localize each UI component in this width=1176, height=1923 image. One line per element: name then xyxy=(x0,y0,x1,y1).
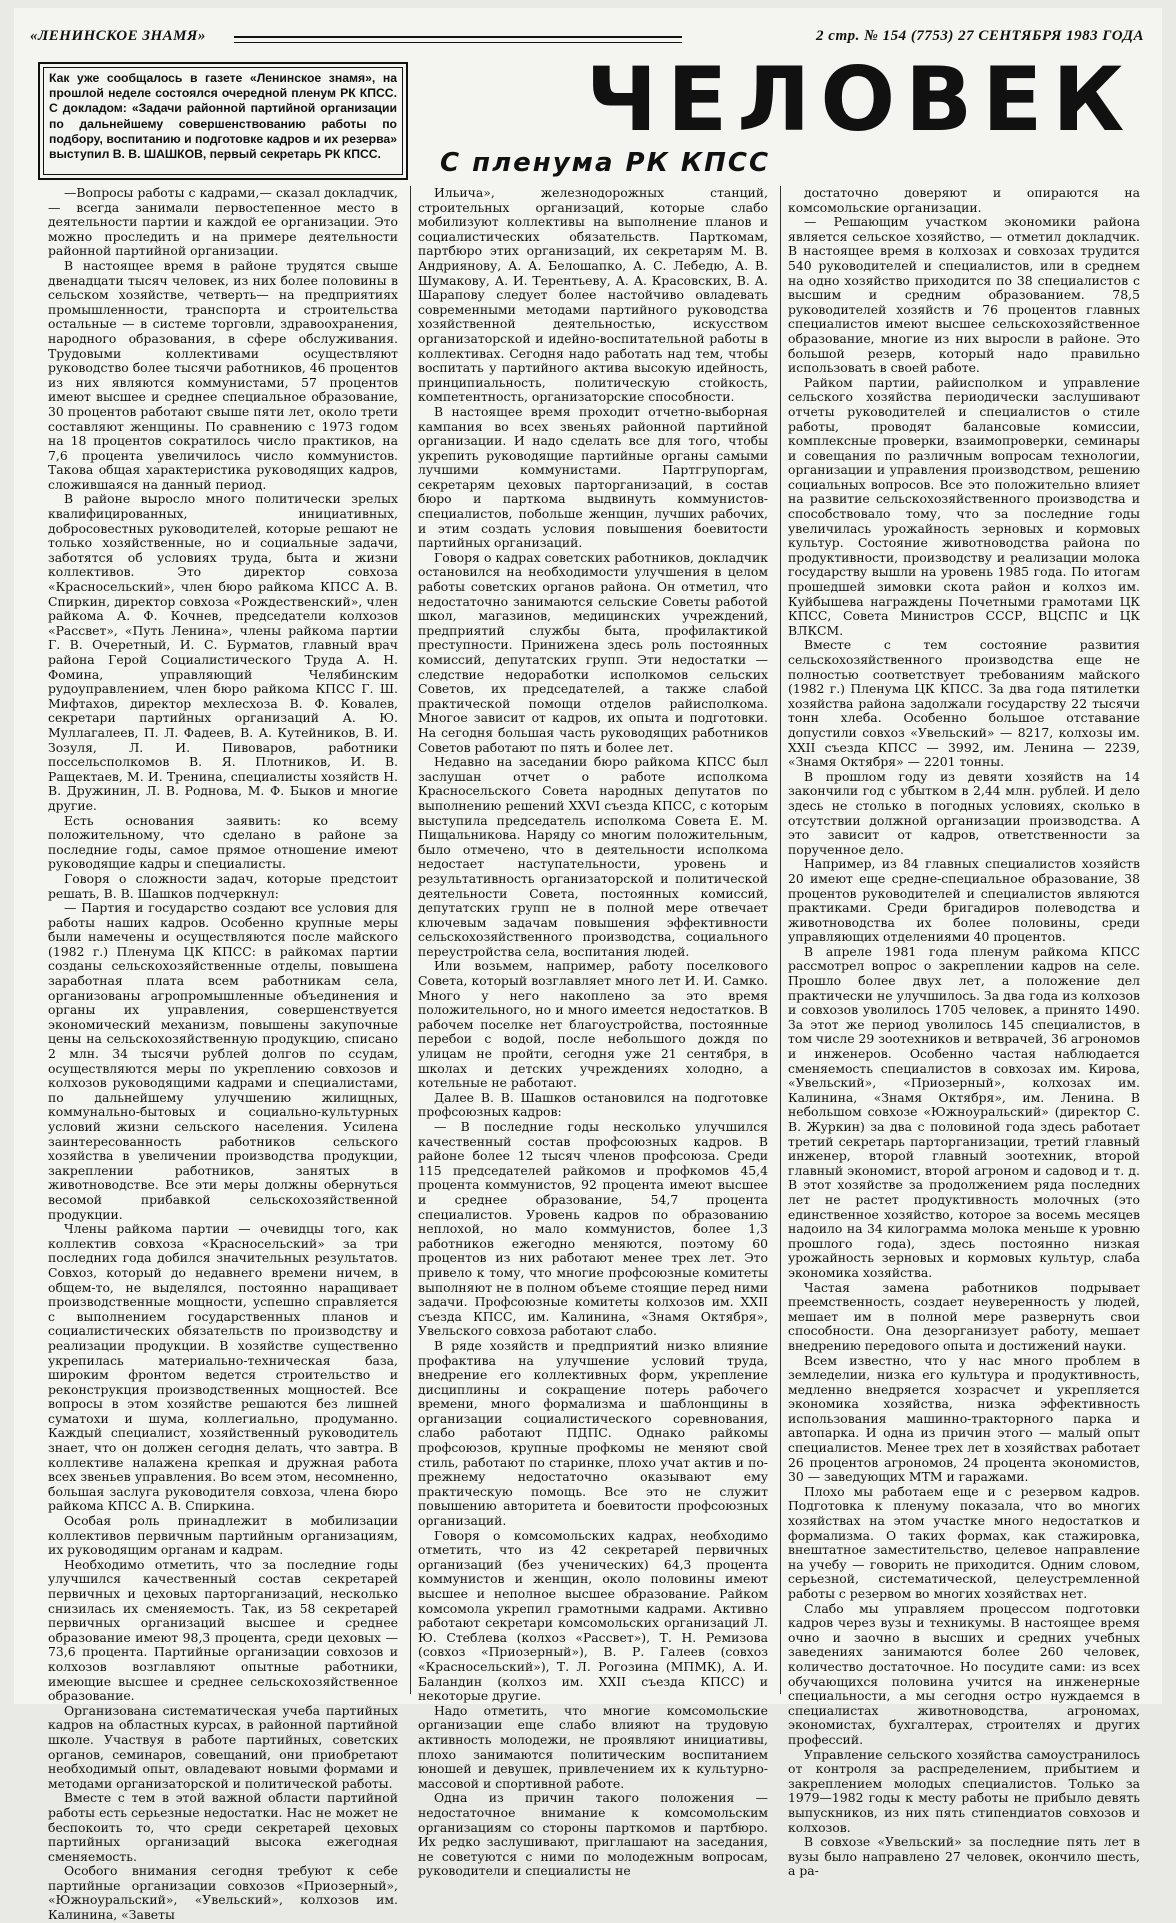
column-1 xyxy=(48,185,398,1923)
column-2 xyxy=(418,185,768,1879)
article-body xyxy=(48,185,1152,1923)
intro-box xyxy=(38,62,408,180)
article-paragraph: В районе выросло много политически зрелых квалифицированных, инициативных, добросовестных руководителей, которые решают не только хозяйственные, но и социальные задачи, заботятся об условиях труда, быта и жизни коллективов. Это директор совхоза «Красносельский», член бюро райкома КПСС А. В. Спиркин, директор совхоза «Рождественский», член райкома А. Ф. Кочнев, председатели колхозов «Рассвет», «Путь Ленина», члены райкома партии Г. В. Очеретный, И. С. Бурматов, главный врач района Герой Социалистического Труда А. Н. Фомина, управляющий Челябинским рудоуправлением, член бюро райкома КПСС Г. Ш. Мифтахов, директор мехлесхоза В. Ф. Ковалев, секретари партийных организаций А. Ю. Муллагалеев, П. Л. Фадеев, В. А. Кутейников, В. И. Зозуля, Л. И. Пивоваров, работники поссельсполкомов В. Я. Плотников, И. В. Ращектаев, М. И. Тренина, специалисты хозяйств Н. В. Дружинин, Л. В. Роднова, М. Ф. Быков и многие другие. xyxy=(48,491,398,813)
article-paragraph: Члены райкома партии — очевидцы того, как коллектив совхоза «Красносельский» за три последних года добился значительных результатов. Совхоз, который до недавнего времени ничем, в общем-то, не выделялся, постоянно наращивает производственные мощности, успешно справляется с выполнением государственных планов и социалистических обязательств по производству и реализации продукции. В хозяйстве существенно укрепилась материально-техническая база, широким фронтом ведется строительство и реконструкция производственных мощностей. Все вопросы в этом хозяйстве решаются без лишней суматохи и шума, коллегиально, продуманно. Каждый специалист, хозяйственный руководитель знает, что он должен сегодня делать, что завтра. В коллективе налажена крепкая и дружная работа всех звеньев управления. Во всем этом, несомненно, большая заслуга руководителя совхоза, члена бюро райкома КПСС А. В. Спиркина. xyxy=(48,1221,398,1514)
article-paragraph: В совхозе «Увельский» за последние пять лет в вузы было направлено 27 человек, окончило шесть, а ра- xyxy=(788,1834,1140,1879)
article-paragraph: Частая замена работников подрывает преемственность, создает неуверенность у людей, мешает им в полной мере развернуть свои способности. Она дезорганизует работу, мешает внедрению передового опыта и достижений науки. xyxy=(788,1279,1140,1353)
issue-line: 2 стр. № 154 (7753) 27 СЕНТЯБРЯ 1983 ГОДА xyxy=(816,28,1144,44)
article-paragraph: Далее В. В. Шашков остановился на подготовке профсоюзных кадров: xyxy=(418,1089,768,1120)
article-paragraph: В настоящее время проходит отчетно-выборная кампания во всех звеньях районной партийной организации. И надо сделать все для того, чтобы укрепить руководящие партийные органы самыми лучшими коммунистами. Партгрупоргам, секретарям цеховых парторганизаций, в состав бюро и парткома выдвинуть коммунистов-специалистов, побольше женщин, лучших рабочих, и этим создать условия повышения боевитости партийных организаций. xyxy=(418,403,768,551)
article-paragraph: Например, из 84 главных специалистов хозяйств 20 имеют еще средне-специальное образование, 38 процентов руководителей и специалистов являются практиками. Среди бригадиров полеводства и животноводства их более половины, среди управляющих отделениями 40 процентов. xyxy=(788,856,1140,945)
article-paragraph: Говоря о комсомольских кадрах, необходимо отметить, что из 42 секретарей первичных организаций (без ученических) 64,3 процента коммунистов и женщин, около половины имеют высшее и неполное высшее образование. Райком комсомола укрепил грамотными кадрами. Активно работают секретари комсомольских организаций Л. Ю. Стеблева (колхоз «Рассвет»), Т. Н. Ремизова (совхоз «Приозерный»), В. Р. Галеев (совхоз «Красносельский»), Т. Л. Рогозина (МПМК), А. И. Баландин (колхоз им. XXII съезда КПСС) и некоторые другие. xyxy=(418,1527,768,1704)
article-paragraph: Недавно на заседании бюро райкома КПСС был заслушан отчет о работе исполкома Красносельского Совета народных депутатов по выполнению решений XXVI съезда КПСС, с которым выступила председатель исполкома Совета Е. М. Пищальникова. Наряду со многим положительным, было отмечено, что в деятельности исполкома недостает наступательности, уровень и результативность организаторской и политической деятельности Совета, постоянных комиссий, депутатских групп не в полной мере отвечает ключевым задачам повышения эффективности сельскохозяйственного производства, социального переустройства села, воспитания людей. xyxy=(418,754,768,959)
article-paragraph: Особого внимания сегодня требуют к себе партийные организации совхозов «Приозерный», «Южноуральский», «Увельский», колхозов им. Калинина, «Заветы xyxy=(48,1863,398,1923)
article-paragraph: Вместе с тем состояние развития сельскохозяйственного производства еще не полностью соответствует требованиям майского (1982 г.) Пленума ЦК КПСС. За два года пятилетки хозяйства района задолжали государству 22 тысячи тонн хлеба. Особенно большое отставание допустили совхоз «Увельский» — 8217, колхозы им. XXII съезда КПСС — 3992, им. Ленина — 2239, «Знамя Октября» — 2201 тонны. xyxy=(788,637,1140,770)
article-paragraph: Необходимо отметить, что за последние годы улучшился качественный состав секретарей первичных и цеховых парторганизаций, несколько снизилась их сменяемость. Так, из 58 секретарей первичных организаций высшее и среднее образование имеют 98,3 процента, среди цеховых — 73,6 процента. Партийные организации совхозов и колхозов возглавляют опытные работники, имеющие высшее и среднее сельскохозяйственное образование. xyxy=(48,1556,398,1704)
article-paragraph: достаточно доверяют и опираются на комсомольские организации. xyxy=(788,185,1140,215)
article-paragraph: —Вопросы работы с кадрами,— сказал докладчик,— всегда занимали первостепенное место в деятельности партии и каждой ее организации. Это можно проследить и на примере деятельности районной партийной организации. xyxy=(48,185,398,259)
article-paragraph: Особая роль принадлежит в мобилизации коллективов первичным партийным организациям, их руководящим органам и кадрам. xyxy=(48,1513,398,1558)
masthead-rule xyxy=(234,36,682,43)
article-paragraph: Говоря о сложности задач, которые предстоит решать, В. В. Шашков подчеркнул: xyxy=(48,870,398,901)
article-paragraph: Управление сельского хозяйства самоустранилось от контроля за распределением, прибытием и закреплением молодых специалистов. Только за 1979—1982 годы к месту работы не прибыло девять выпускников, из них пять стипендиатов совхозов и колхозов. xyxy=(788,1746,1140,1835)
article-paragraph: — Решающим участком экономики района является сельское хозяйство, — отметил докладчик. В настоящее время в колхозах и совхозах трудится 540 руководителей и специалистов, или в среднем на одно хозяйство приходится по 38 специалистов с высшим и средним образованием. 78,5 руководителей хозяйств и 76 процентов главных специалистов имеют высшее сельскохозяйственное образование, многие из них выросли в районе. Это большой резерв, который надо правильно использовать в своей работе. xyxy=(788,214,1140,376)
article-paragraph: — В последние годы несколько улучшился качественный состав профсоюзных кадров. В районе более 12 тысяч членов профсоюза. Среди 115 председателей райкомов и профкомов 45,4 процента коммунистов, 92 процента имеют высшее и среднее образование, 54,7 процента специалистов. Уровень кадров по образованию неплохой, но мало коммунистов, более 1,3 работников ежегодно меняются, поэтому 60 процентов из них работают менее трех лет. Это привело к тому, что многие профсоюзные комитеты выполняют не в полном объеме стоящие перед ними задачи. Профсоюзные комитеты колхозов им. XXII съезда КПСС, им. Калинина, «Знамя Октября», Увельского совхоза работают слабо. xyxy=(418,1119,768,1339)
article-paragraph: Ильича», железнодорожных станций, строительных организаций, которые слабо мобилизуют коллективы на выполнение планов и социалистических обязательств. Парткомам, партбюро этих организаций, их секретарям М. В. Андриянову, А. А. Белошапко, А. С. Лебедю, А. В. Шумакову, А. И. Терентьеву, А. А. Красовских, В. А. Шарапову следует более настойчиво овладевать современными методами партийного руководства хозяйственной деятельностью, искусством организаторской и идейно-воспитательной работы в коллективах. Сегодня надо работать над тем, чтобы воспитать у партийного актива высокую идейность, принципиальность, политическую стойкость, компетентность, организаторские способности. xyxy=(418,185,768,405)
intro-text: Как уже сообщалось в газете «Ленинское знамя», на прошлой неделе состоялся очередной пленум РК КПСС. С докладом: «Задачи районной партийной организации по дальнейшему совершенствованию работы по подбору, воспитанию и подготовке кадров и их резерва» выступил В. В. ШАШКОВ, первый секретарь РК КПСС. xyxy=(49,71,397,162)
headline: ЧЕЛОВЕК xyxy=(586,48,1135,151)
article-paragraph: В ряде хозяйств и предприятий низко влияние профактива на улучшение условий труда, внедрение его коллективных форм, укрепление дисциплины и сокращение потерь рабочего времени, много формализма и шаблонщины в организации социалистического соревнования, слабо работают ПДПС. Однако райкомы профсоюзов, крупные профкомы не меняют свой стиль, работают по старинке, плохо учат актив и по-прежнему недостаточно оказывают ему практическую помощь. Все это не служит повышению авторитета и боевитости профсоюзных организаций. xyxy=(418,1337,768,1529)
article-paragraph: — Партия и государство создают все условия для работы наших кадров. Особенно крупные меры были намечены и осуществляются после майского (1982 г.) Пленума ЦК КПСС: в райкомах партии созданы сельскохозяйственные отделы, повышена заработная плата всем работникам села, организованы агропромышленные объединения и органы их управления, совершенствуется экономический механизм, повышены закупочные цены на сельскохозяйственную продукцию, списано 2 млн. 34 тысячи рублей долгов по ссудам, осуществляются меры по укреплению совхозов и колхозов руководящими кадрами и специалистами, по дальнейшему улучшению жилищных, коммунально-бытовых и социально-культурных условий жизни сельского населения. Усилена заинтересованность работников сельского хозяйства в увеличении производства продукции, закреплении работников, занятых в животноводстве. Все эти меры должны обернуться весомой прибавкой сельскохозяйственной продукции. xyxy=(48,900,398,1222)
column-3 xyxy=(788,185,1140,1879)
article-paragraph: В настоящее время в районе трудятся свыше двенадцати тысяч человек, из них более половины в сельском хозяйстве, четверть— на предприятиях промышленности, транспорта и строительства остальные — в системе торговли, здравоохранения, народного образования, в сфере обслуживания. Трудовыми коллективами осуществляют руководство более тысячи работников, 46 процентов из них являются коммунистами, 57 процентов имеют высшее и среднее специальное образование, 30 процентов работают свыше пяти лет, около трети составляют женщины. По сравнению с 1973 годом на 18 процентов сократилось число практиков, на 7,6 процента увеличилось число коммунистов. Такова общая характеристика руководящих кадров, сложившаяся на данный период. xyxy=(48,257,398,492)
paper-name: «ЛЕНИНСКОЕ ЗНАМЯ» xyxy=(30,28,206,44)
article-paragraph: Райком партии, райисполком и управление сельского хозяйства периодически заслушивают отчеты руководителей и специалистов о стиле работы, проводят балансовые комиссии, комплексные проверки, взаимопроверки, семинары и совещания по различным вопросам технологии, организации и управления производством, решению социальных вопросов. Все это положительно влияет на развитие сельскохозяйственного производства и способствовало тому, что за последние годы увеличилась урожайность зерновых и кормовых культур. Состояние животноводства района по продуктивности, производству и реализации молока государству вышли на уровень 1985 года. По итогам прошедшей зимовки скота район и колхоз им. Куйбышева награждены Почетными грамотами ЦК КПСС, Совета Министров СССР, ВЦСПС и ЦК ВЛКСМ. xyxy=(788,374,1140,638)
article-paragraph: Плохо мы работаем еще и с резервом кадров. Подготовка к пленуму показала, что во многих хозяйствах на этом участке много недостатков и формализма. О таких формах, как стажировка, внештатное заместительство, целевое направление на учебу — говорить не приходится. Одним словом, серьезной, систематической, целеустремленной работы с резервом во многих хозяйствах нет. xyxy=(788,1483,1140,1601)
newspaper-page xyxy=(14,8,1162,1923)
article-paragraph: Есть основания заявить: ко всему положительному, что сделано в районе за последние годы, самое прямое отношение имеют руководящие кадры и специалисты. xyxy=(48,812,398,872)
article-paragraph: Одна из причин такого положения — недостаточное внимание к комсомольским организациям со стороны парткомов и партбюро. Их редко заслушивают, приглашают на заседания, не советуются с ними по молодежным вопросам, руководители и специалисты не xyxy=(418,1790,768,1879)
masthead xyxy=(24,22,1152,44)
article-paragraph: Вместе с тем в этой важной области партийной работы есть серьезные недостатки. Нас не может не беспокоить то, что среди секретарей цеховых партийных организаций высока ежегодная сменяемость. xyxy=(48,1790,398,1864)
article-paragraph: В апреле 1981 года пленум райкома КПСС рассмотрел вопрос о закреплении кадров на селе. Прошло более двух лет, а положение дел практически не улучшилось. За два года из колхозов и совхозов уволилось 1705 человек, а принято 1490. За этот же период уволилось 145 специалистов, в том числе 29 зоотехников и ветврачей, 36 агрономов и инженеров. Особенно частая наблюдается сменяемость специалистов в совхозах им. Кирова, «Увельский», «Приозерный», колхозах им. Калинина, «Знамя Октября», им. Ленина. В небольшом совхозе «Южноуральский» (директор С. В. Журкин) за два с половиной года здесь работает третий секретарь парторганизации, третий главный инженер, второй главный зоотехник, второй главный экономист, второй агроном и садовод и т. д. В этот хозяйстве за продолжением ряда последних лет не растет продуктивность молочных (это единственное хозяйство, которое за восемь месяцев надоило на 34 килограмма молока меньше к уровню прошлого года), здесь постоянно низкая урожайность зерновых и кормовых культур, слаба экономика хозяйства. xyxy=(788,943,1140,1280)
article-paragraph: Организована систематическая учеба партийных кадров на областных курсах, в районной партийной школе. Участвуя в работе партийных, советских органов, семинаров, совещаний, они приобретают необходимый опыт, овладевают новыми формами и методами организаторской и политической работы. xyxy=(48,1702,398,1791)
article-paragraph: Говоря о кадрах советских работников, докладчик остановился на необходимости улучшения в целом работы советских органов района. Он отметил, что недостаточно занимаются сельские Советы работой школ, магазинов, медицинских учреждений, предприятий службы быта, профилактикой преступности. Принижена здесь роль постоянных комиссий, депутатских групп. Эти недостатки — следствие недоработки исполкомов сельских Советов, их председателей, а также слабой практической помощи отделов райисполкома. Многое зависит от кадров, их опыта и подготовки. На сегодня большая часть руководящих работников Советов работают по пять и более лет. xyxy=(418,549,768,755)
article-paragraph: Слабо мы управляем процессом подготовки кадров через вузы и техникумы. В настоящее время очно и заочно в высших и средних учебных заведениях занимаются более 260 человек, количество достаточное. Но посудите сами: из всех обучающихся половина учится на инженерные специальности, а мы сегодня остро нуждаемся в специалистах животноводства, агрономах, экономистах, бухгалтерах, строителях и других профессий. xyxy=(788,1600,1140,1747)
article-paragraph: Или возьмем, например, работу поселкового Совета, который возглавляет много лет И. И. Самко. Много у него накоплено за это время положительного, но и много имеется недостатков. В рабочем поселке нет благоустройства, постоянные перебои с водой, после небольшого дождя по улицам не пройти, сегодня уже 21 сентября, в школах и детских учреждениях холодно, а котельные не работают. xyxy=(418,958,768,1091)
article-paragraph: В прошлом году из девяти хозяйств на 14 закончили год с убытком в 2,44 млн. рублей. И дело здесь не столько в погодных условиях, сколько в отсутствии должной организации производства. А это зависит от кадров, ответственности за порученное дело. xyxy=(788,768,1140,857)
article-paragraph: Всем известно, что у нас много проблем в земледелии, низка его культура и продуктивность, медленно внедряется хозрасчет и укрепляется экономика хозяйства, низка эффективность использования машинно-тракторного парка и автопарка. И одна из причин этого — малый опыт специалистов. Менее трех лет в хозяйствах работает 26 процентов агрономов, 24 процента экономистов, 30 — заведующих МТМ и гаражами. xyxy=(788,1352,1140,1485)
article-paragraph: Надо отметить, что многие комсомольские организации еще слабо влияют на трудовую активность молодежи, не проявляют инициативы, плохо занимаются политическим воспитанием юношей и девушек, привлечением их к культурно-массовой и спортивной работе. xyxy=(418,1702,768,1791)
subhead: С пленума РК КПСС xyxy=(440,148,771,178)
